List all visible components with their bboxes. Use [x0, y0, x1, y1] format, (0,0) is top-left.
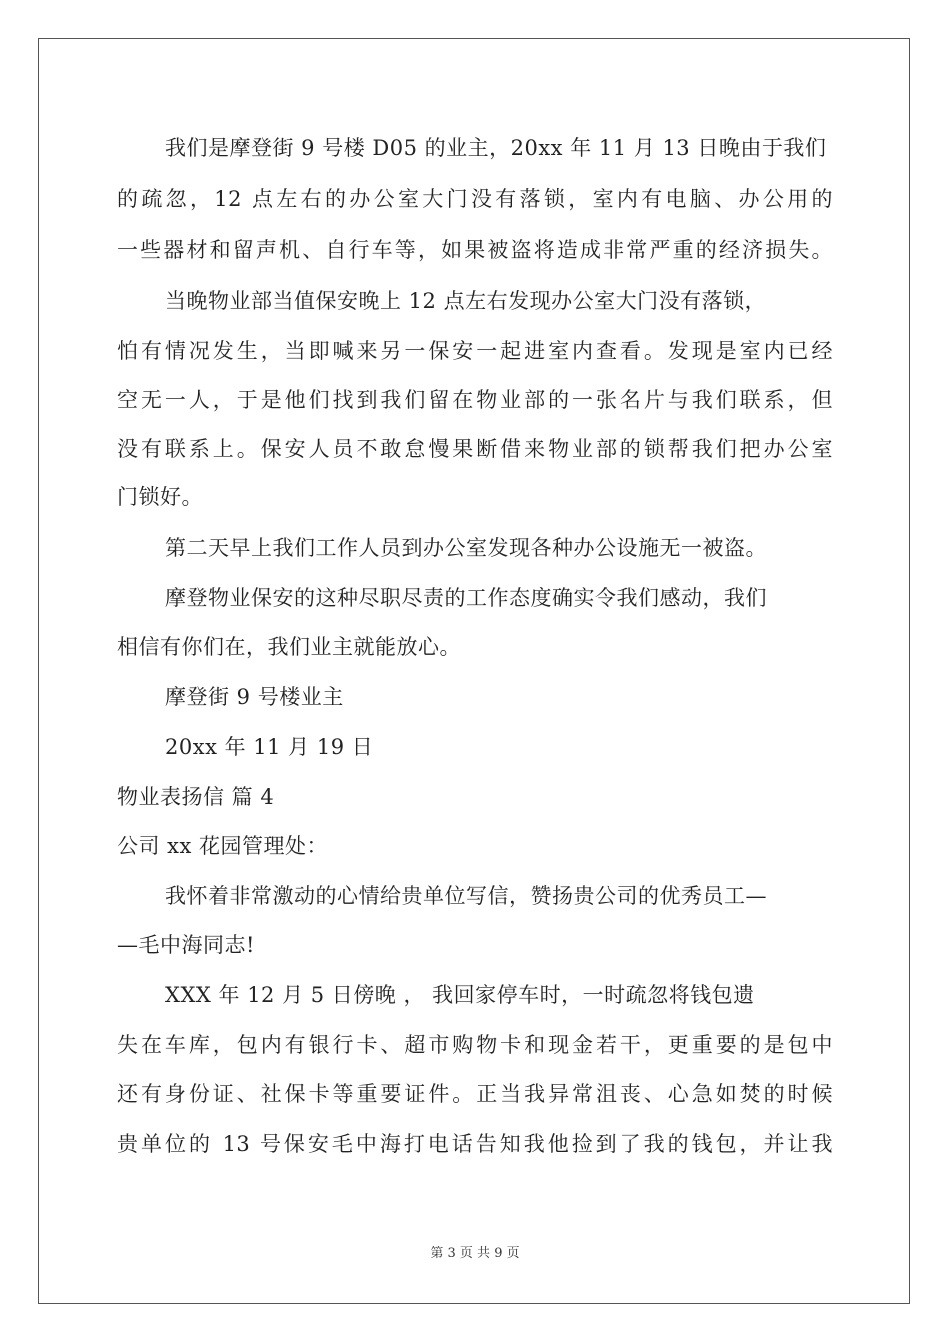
- page-number: 第 3 页 共 9 页: [430, 1246, 520, 1261]
- paragraph-line: 没有联系上。保安人员不敢怠慢果断借来物业部的锁帮我们把办公室: [117, 437, 833, 461]
- paragraph-line: 第二天早上我们工作人员到办公室发现各种办公设施无一被盗。: [165, 536, 767, 560]
- paragraph-line: 贵单位的 13 号保安毛中海打电话告知我他捡到了我的钱包，并让我: [117, 1132, 833, 1156]
- paragraph-line: 还有身份证、社保卡等重要证件。正当我异常沮丧、心急如焚的时候: [117, 1082, 833, 1106]
- paragraph-line: 怕有情况发生，当即喊来另一保安一起进室内查看。发现是室内已经: [117, 339, 833, 363]
- paragraph-line: 我怀着非常激动的心情给贵单位写信，赞扬贵公司的优秀员工—: [165, 884, 767, 908]
- paragraph-line: 的疏忽，12 点左右的办公室大门没有落锁，室内有电脑、办公用的: [117, 187, 833, 211]
- paragraph-line: 空无一人，于是他们找到我们留在物业部的一张名片与我们联系，但: [117, 388, 833, 412]
- paragraph-line: 相信有你们在，我们业主就能放心。: [117, 635, 461, 659]
- signature-line: 摩登街 9 号楼业主: [165, 685, 344, 709]
- page-border: [38, 38, 910, 1304]
- paragraph-line: —毛中海同志!: [117, 933, 255, 957]
- paragraph-line: 失在车库，包内有银行卡、超市购物卡和现金若干，更重要的是包中: [117, 1033, 833, 1057]
- paragraph-line: 当晚物业部当值保安晚上 12 点左右发现办公室大门没有落锁，: [165, 289, 767, 313]
- salutation: 公司 xx 花园管理处：: [117, 834, 329, 858]
- paragraph-line: 门锁好。: [117, 485, 203, 509]
- section-title: 物业表扬信 篇 4: [117, 785, 275, 809]
- paragraph-line: XXX 年 12 月 5 日傍晚 ， 我回家停车时，一时疏忽将钱包遗: [165, 983, 755, 1007]
- paragraph-line: 我们是摩登街 9 号楼 D05 的业主，20xx 年 11 月 13 日晚由于我们: [165, 136, 827, 160]
- paragraph-line: 一些器材和留声机、自行车等，如果被盗将造成非常严重的经济损失。: [117, 238, 833, 262]
- paragraph-line: 摩登物业保安的这种尽职尽责的工作态度确实令我们感动，我们: [165, 586, 767, 610]
- date-line: 20xx 年 11 月 19 日: [165, 735, 374, 759]
